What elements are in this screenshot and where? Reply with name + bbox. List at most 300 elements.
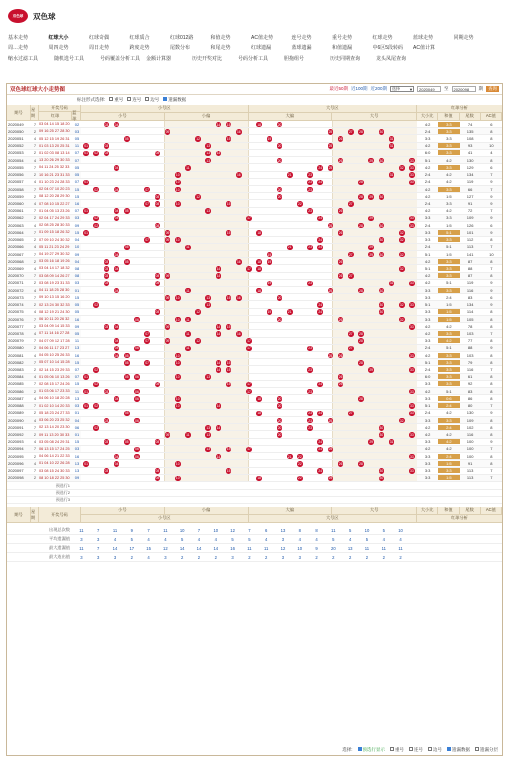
analysis-value: 4:2: [424, 352, 431, 358]
distribution-cells: [81, 208, 417, 214]
red-header: 红球: [39, 112, 72, 120]
nav-link[interactable]: 号码覆盖分析工具: [100, 55, 141, 62]
red-ball: 03: [104, 259, 109, 264]
zone-bg: [81, 244, 165, 250]
red-ball: 24: [318, 447, 323, 452]
nav-link[interactable]: AC值计算: [413, 45, 435, 52]
distribution-cells: [81, 374, 417, 380]
footer-option[interactable]: 连号: [409, 747, 423, 753]
red-ball: 13: [206, 425, 211, 430]
filter-checkbox[interactable]: [109, 97, 113, 101]
red-ball: 20: [277, 317, 282, 322]
red-ball: 16: [236, 331, 241, 336]
blue-number: 03: [74, 128, 80, 134]
weekday: 2: [33, 302, 37, 308]
analysis-value: 8: [490, 136, 493, 142]
red-ball: 06: [135, 389, 139, 394]
red-ball: 05: [124, 209, 129, 214]
prediction-row[interactable]: [7, 483, 502, 490]
filter-option[interactable]: 连号: [127, 97, 141, 103]
stat-value: 7: [197, 527, 201, 533]
weekday: 4: [33, 157, 37, 163]
issue-number: 2020091: [8, 424, 24, 430]
analysis-value: 4:2: [424, 280, 431, 286]
footer-checkbox[interactable]: [475, 747, 479, 751]
issue-number: 2020050: [8, 128, 24, 134]
nav-link[interactable]: 历史开奖对比: [192, 55, 223, 62]
red-ball: 01: [84, 461, 88, 466]
footer-option[interactable]: 遗漏分层: [475, 747, 498, 753]
red-ball: 20: [277, 194, 282, 199]
recent-200-link[interactable]: 近200期: [370, 86, 387, 91]
table-row: [7, 172, 502, 179]
zone-bg: [249, 316, 333, 322]
zone-bg: [333, 135, 417, 141]
panel-header: [7, 84, 502, 95]
analysis-value: 2:4: [438, 454, 459, 459]
stat-value: 3: [97, 554, 100, 560]
analysis-value: 3:3: [438, 353, 459, 358]
zone-bg: [81, 237, 165, 243]
stat-value: 2: [399, 554, 402, 560]
distribution-cells: [81, 237, 417, 243]
red-ball: 08: [155, 476, 160, 481]
stat-value: 13: [347, 545, 353, 551]
red-ball: 29: [369, 245, 373, 250]
filter-checkbox[interactable]: [145, 97, 149, 101]
footer-checkbox[interactable]: [428, 747, 432, 751]
analysis-cells: [417, 194, 502, 199]
nav-link[interactable]: 红球012路: [170, 34, 194, 41]
analysis-value: 3:3: [438, 331, 459, 336]
red-ball: 01: [84, 209, 88, 214]
prediction-row[interactable]: [7, 490, 502, 497]
analysis-value: 100: [466, 453, 474, 459]
red-ball: 05: [124, 375, 129, 380]
red-ball: 26: [338, 353, 343, 358]
blue-number: 03: [74, 280, 80, 286]
red-ball: 16: [236, 173, 241, 178]
distribution-cells: [81, 251, 417, 257]
red-ball: 25: [328, 223, 333, 228]
red-ball: 01: [84, 375, 88, 380]
prediction-row[interactable]: [7, 497, 502, 504]
analysis-value: 61: [467, 374, 473, 380]
issue-number: 2020069: [8, 265, 24, 271]
red-ball: 10: [175, 353, 180, 358]
from-issue-input[interactable]: 2020049: [417, 86, 441, 92]
issue-number: 2020076: [8, 316, 24, 322]
stat-value: 7: [97, 527, 100, 533]
analysis-value: 129: [466, 164, 474, 170]
filter-checkbox[interactable]: [163, 97, 167, 101]
zone-bg: [165, 453, 249, 459]
stat-value: 3: [80, 536, 83, 542]
zone-bg: [81, 251, 165, 257]
analysis-value: 5:1: [424, 302, 431, 308]
nav-link[interactable]: 历史同期查询: [330, 55, 361, 62]
zone-bg: [333, 410, 417, 416]
analysis-value: 7: [490, 265, 493, 271]
red-ball: 17: [247, 382, 251, 387]
blue-number: 01: [74, 432, 80, 438]
analysis-value: 3:3: [424, 338, 431, 344]
footer-option[interactable]: 遗漏数据: [447, 747, 470, 753]
red-numbers: 09 11 13 20 30 33: [39, 432, 70, 437]
footer-checkbox[interactable]: [358, 747, 362, 751]
weekday: 2: [33, 453, 37, 459]
red-ball: 01: [84, 404, 88, 409]
stat-value: 4: [164, 536, 167, 542]
red-ball: 31: [389, 173, 394, 178]
red-ball: 12: [196, 194, 200, 199]
analysis-value: 3:3: [438, 129, 459, 134]
red-ball: 14: [216, 360, 221, 365]
period-select[interactable]: 选择 ▼: [392, 86, 413, 92]
footer-option[interactable]: 边号: [428, 747, 442, 753]
stat-value: 2: [130, 554, 133, 560]
issue-header: 期号: [7, 105, 31, 120]
issue-number: 2020049: [8, 121, 24, 127]
red-ball: 04: [114, 339, 119, 344]
chevron-down-icon: ▼: [409, 86, 413, 92]
nav-link[interactable]: 周四走势: [48, 45, 69, 52]
analysis-value: 8: [490, 432, 493, 438]
distribution-cells: [81, 258, 417, 264]
analysis-value: 8: [490, 338, 493, 344]
stat-value: 11: [364, 545, 370, 551]
filter-bar: [7, 95, 502, 104]
footer-checkbox[interactable]: [390, 747, 394, 751]
analysis-value: 1:5: [446, 222, 452, 228]
nav-link[interactable]: 连号走势: [291, 34, 312, 41]
red-ball: 02: [94, 216, 99, 221]
weekday: 7: [33, 121, 37, 127]
nav-link[interactable]: 红球遗漏: [251, 45, 272, 52]
red-numbers: 03 08 09 14 26 27: [39, 273, 70, 278]
issue-number: 2020067: [8, 251, 24, 257]
analysis-value: 4:2: [438, 338, 459, 343]
stat-value: 3: [164, 554, 167, 560]
red-ball: 08: [155, 281, 160, 286]
analysis-value: 114: [466, 309, 474, 315]
red-ball: 27: [348, 202, 353, 206]
analysis-value: 87: [467, 273, 473, 279]
analysis-value: 7: [490, 186, 493, 192]
weekday: 2: [33, 128, 37, 134]
nav-row-3: [8, 53, 500, 64]
red-ball: 30: [379, 129, 384, 134]
analysis-value: 86: [467, 395, 473, 401]
analysis-value: 6: [490, 294, 493, 300]
issue-number: 2020095: [8, 453, 24, 459]
red-ball: 10: [175, 173, 180, 178]
red-ball: 05: [124, 440, 129, 445]
red-ball: 28: [359, 360, 363, 365]
red-numbers: 13 20 26 29 30 33: [39, 158, 70, 163]
red-numbers: 07 08 10 15 22 27: [39, 201, 70, 206]
analysis-value: 3:3: [438, 360, 459, 365]
red-numbers: 01 05 06 10 13 26: [39, 374, 70, 379]
weekday: 2: [33, 237, 37, 243]
distribution-cells: [81, 222, 417, 228]
weekday: 7: [33, 208, 37, 214]
stat-value: 11: [247, 545, 252, 551]
blue-number: 09: [74, 475, 80, 481]
footer-checkbox[interactable]: [447, 747, 451, 751]
issue-number: 2020081: [8, 352, 24, 358]
nav-link[interactable]: 周…走势: [8, 45, 29, 52]
red-ball: 04: [114, 353, 119, 358]
nav-link[interactable]: 和值遗漏: [332, 45, 353, 52]
red-ball: 29: [369, 216, 373, 221]
analysis-value: 78: [467, 323, 473, 329]
issue-number: 2020053: [8, 150, 24, 156]
nav-link[interactable]: 红球奇偶: [89, 34, 110, 41]
nav-link[interactable]: 金额计算器: [146, 55, 172, 62]
red-ball: 04: [114, 346, 119, 351]
stat-row: [7, 553, 502, 562]
analysis-value: 5:1: [446, 280, 452, 286]
nav-link[interactable]: 和值走势: [210, 34, 231, 41]
blue-number: 09: [74, 251, 80, 257]
nav-link[interactable]: 胆拖组号: [284, 55, 305, 62]
analysis-value: 4:2: [424, 323, 431, 329]
analysis-value: 83: [467, 388, 473, 394]
zone-bg: [249, 143, 333, 149]
weekday: 4: [33, 201, 37, 207]
analysis-cells: [417, 273, 502, 278]
blue-number: 04: [74, 258, 80, 264]
stat-value: 2: [332, 554, 335, 560]
zone-bg: [81, 417, 165, 423]
zone-bg: [165, 381, 249, 387]
red-ball: 33: [410, 454, 414, 459]
red-ball: 08: [155, 469, 160, 474]
zone-bg: [165, 135, 249, 141]
red-ball: 17: [247, 346, 251, 351]
red-ball: 15: [226, 230, 231, 235]
stat-row: [7, 526, 502, 535]
red-numbers: 03 05 08 24 29 31: [39, 439, 70, 444]
nav-link[interactable]: 和尾走势: [210, 45, 231, 52]
red-ball: 20: [277, 187, 282, 192]
query-button[interactable]: 查询: [488, 86, 497, 91]
nav-link[interactable]: 跨度走势: [129, 45, 150, 52]
zone-bg: [249, 193, 333, 199]
analysis-value: 1:5: [438, 309, 459, 314]
red-ball: 24: [318, 440, 323, 445]
recent-100-link[interactable]: 近100期: [350, 86, 368, 91]
zone-bg: [333, 222, 417, 228]
zone-bg: [249, 135, 333, 141]
zone-bg: [333, 186, 417, 192]
zone-bg: [81, 208, 165, 214]
red-ball: 09: [165, 324, 170, 329]
zone-bg: [165, 215, 249, 221]
red-ball: 06: [135, 317, 139, 322]
nav-link[interactable]: 红球质合: [129, 34, 150, 41]
zone-bg: [81, 330, 165, 336]
nav-link[interactable]: 重号走势: [332, 34, 353, 41]
filter-option[interactable]: 边号: [145, 97, 159, 103]
nav-link[interactable]: 中6区5段转码: [372, 45, 404, 52]
red-ball: 33: [410, 404, 414, 409]
table-row: [7, 338, 502, 345]
issue-number: 2020061: [8, 208, 24, 214]
zone-big-header: 大号区: [325, 105, 339, 111]
table-row: [7, 150, 502, 157]
analysis-value: 3:3: [424, 453, 431, 459]
footer-option[interactable]: 预选行显示: [358, 747, 386, 753]
analysis-value: 127: [466, 193, 474, 199]
distribution-cells: [81, 229, 417, 235]
red-ball: 23: [308, 180, 312, 185]
nav-link[interactable]: 基本走势: [8, 34, 29, 41]
zone-bg: [81, 273, 165, 279]
red-ball: 19: [267, 281, 272, 286]
nav-link[interactable]: 龙头凤尾查询: [376, 55, 407, 62]
analysis-value: 4:2: [446, 323, 452, 329]
issue-header-bottom: 期号: [7, 507, 31, 522]
red-ball: 01: [84, 151, 88, 156]
blue-number: 06: [74, 424, 80, 430]
filter-option[interactable]: 遗漏数据: [163, 97, 186, 103]
analysis-cells: [417, 280, 502, 285]
analysis-value: 4:2: [446, 432, 452, 438]
nav-link[interactable]: 红球大小: [48, 34, 69, 41]
analysis-value: 1:5: [438, 461, 459, 466]
analysis-value: 4:2: [424, 258, 431, 264]
weekday: 4: [33, 352, 37, 358]
blue-number: 16: [74, 201, 80, 207]
red-numbers: 02 13 24 30 32 33: [39, 302, 70, 307]
nav-link[interactable]: AC值走势: [251, 34, 273, 41]
zone-bg: [165, 366, 249, 372]
distribution-cells: [81, 135, 417, 141]
recent-50-link[interactable]: 最近50期: [329, 86, 348, 91]
footer-option[interactable]: 重号: [390, 747, 404, 753]
analysis-value: 4:2: [424, 388, 431, 394]
stat-value: 6: [264, 527, 268, 533]
red-ball: 33: [410, 173, 414, 178]
to-issue-input[interactable]: 2020098: [452, 86, 476, 92]
red-ball: 03: [104, 122, 109, 127]
zone-bg: [81, 200, 165, 206]
stat-value: 12: [163, 545, 168, 551]
analysis-value: 2:4: [424, 410, 431, 416]
stat-value: 11: [398, 545, 403, 551]
analysis-col-header: 大小比: [417, 113, 438, 120]
red-ball: 25: [328, 418, 333, 423]
nav-link[interactable]: 缩水过滤工具: [8, 55, 39, 62]
zone-bg: [333, 208, 417, 214]
table-row: [7, 222, 502, 229]
nav-link[interactable]: 号码分析工具: [238, 55, 269, 62]
red-ball: 25: [328, 353, 333, 358]
red-ball: 32: [399, 230, 404, 235]
analysis-value: 113: [466, 468, 474, 474]
analysis-value: 3:3: [424, 136, 431, 142]
zone-bg: [333, 431, 417, 437]
analysis-cells: [417, 309, 502, 314]
stats-rows: [7, 526, 502, 562]
analysis-cells: [417, 230, 502, 235]
zone-bg: [81, 179, 165, 185]
red-ball: 18: [257, 230, 261, 235]
stat-value: 9: [315, 545, 318, 551]
zone-bg: [249, 280, 333, 286]
red-ball: 32: [399, 303, 404, 308]
red-ball: 26: [338, 158, 343, 163]
filter-checkbox[interactable]: [127, 97, 131, 101]
zone-bg: [333, 345, 417, 351]
nav-link[interactable]: 随机选号工具: [54, 55, 85, 62]
blue-number: 15: [74, 381, 80, 387]
analysis-value: 3:3: [438, 143, 459, 148]
red-ball: 19: [267, 252, 272, 257]
table-row: [7, 345, 502, 352]
analysis-value: 108: [466, 136, 474, 142]
table-row: [7, 446, 502, 453]
table-row: [7, 475, 502, 482]
analysis-cells: [417, 208, 502, 213]
red-numbers: 02 08 15 17 24 26: [39, 381, 70, 386]
stat-row: [7, 544, 502, 553]
stat-value: 15: [146, 545, 151, 551]
red-ball: 23: [308, 281, 312, 286]
red-ball: 17: [247, 447, 251, 452]
zone-bg: [165, 309, 249, 315]
footer-checkbox[interactable]: [409, 747, 413, 751]
weekday: 4: [33, 309, 37, 315]
analysis-value: 116: [466, 287, 474, 293]
red-ball: 08: [155, 274, 160, 279]
sub-big-header-bottom: 大号: [369, 507, 379, 513]
nav-link[interactable]: 蓝球走势: [413, 34, 434, 41]
stat-value: 3: [298, 554, 301, 560]
stat-value: 14: [179, 545, 185, 551]
app-header: [0, 0, 508, 32]
nav-link[interactable]: 同期走势: [453, 34, 474, 41]
table-row: [7, 309, 502, 316]
red-ball: 04: [114, 461, 119, 466]
distribution-cells: [81, 323, 417, 329]
red-ball: 03: [104, 389, 109, 394]
weekday: 7: [33, 316, 37, 322]
zone-bg: [81, 374, 165, 380]
nav-link[interactable]: 尾数分布: [170, 45, 191, 52]
analysis-value: 3:3: [438, 273, 459, 278]
analysis-value: 2:4: [446, 294, 452, 300]
weekday: 4: [33, 460, 37, 466]
red-ball: 21: [287, 310, 292, 315]
issue-number: 2020097: [8, 468, 24, 474]
nav-link[interactable]: 红球走势: [372, 34, 393, 41]
weekday: 2: [33, 172, 37, 178]
red-ball: 13: [206, 447, 211, 452]
nav-link[interactable]: 蓝球遗漏: [291, 45, 312, 52]
nav-link[interactable]: 周日走势: [89, 45, 110, 52]
issue-number: 2020071: [8, 280, 24, 286]
analysis-value: 3:3: [424, 381, 431, 387]
red-ball: 30: [379, 194, 384, 199]
red-ball: 08: [155, 310, 160, 315]
zone-bg: [81, 172, 165, 178]
filter-option[interactable]: 重号: [109, 97, 123, 103]
distribution-cells: [81, 388, 417, 394]
weekday: 2: [33, 432, 37, 438]
